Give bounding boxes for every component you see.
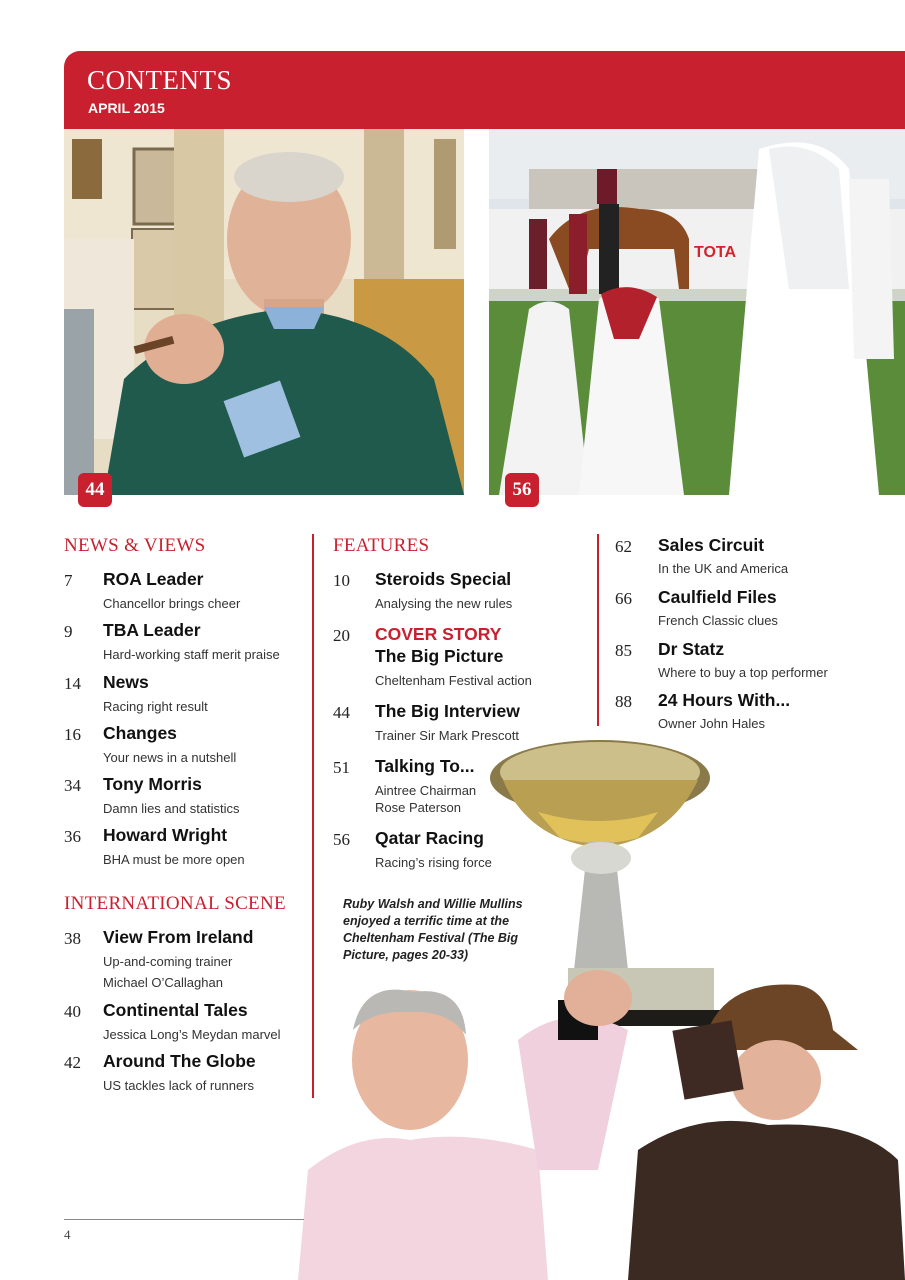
footer-rule	[64, 1219, 304, 1220]
photo-interview	[64, 129, 464, 495]
toc-title: Steroids Special	[375, 569, 512, 589]
svg-text:TOTA: TOTA	[694, 244, 737, 261]
toc-title: Talking To...	[375, 756, 475, 776]
page-badge-44: 44	[78, 473, 112, 507]
toc-desc: In the UK and America	[658, 561, 789, 576]
toc-page: 14	[64, 674, 81, 693]
toc-page: 36	[64, 827, 81, 846]
photo-caption: Ruby Walsh and Willie Mullins enjoyed a terrific time at the Cheltenham Festival (The Big Picture, pages 20-33)	[343, 897, 523, 962]
toc-desc: Analysing the new rules	[375, 596, 513, 611]
page-badge-56: 56	[505, 473, 539, 507]
toc-title: Tony Morris	[103, 774, 202, 794]
toc-desc: US tackles lack of runners	[103, 1078, 255, 1093]
toc-page: 62	[615, 537, 632, 556]
toc-desc: Your news in a nutshell	[103, 750, 237, 765]
contents-header	[64, 51, 905, 129]
toc-title: Sales Circuit	[658, 535, 765, 555]
toc-page: 66	[615, 589, 632, 608]
toc-title: The Big Picture	[375, 646, 504, 666]
toc-page: 85	[615, 641, 632, 660]
toc-page: 56	[333, 830, 350, 849]
toc-page: 9	[64, 622, 73, 641]
toc-desc: Owner John Hales	[658, 716, 765, 731]
toc-desc: Racing right result	[103, 699, 208, 714]
toc-page: 10	[333, 571, 350, 590]
column-divider	[597, 534, 599, 726]
toc-page: 7	[64, 571, 73, 590]
page-number: 4	[64, 1227, 71, 1242]
toc-page: 16	[64, 725, 81, 744]
toc-desc: Cheltenham Festival action	[375, 673, 532, 688]
toc-desc: Trainer Sir Mark Prescott	[375, 728, 519, 743]
toc-page: 34	[64, 776, 81, 795]
toc-page: 51	[333, 758, 350, 777]
toc-desc: Michael O’Callaghan	[103, 975, 223, 990]
toc-desc: Chancellor brings cheer	[103, 596, 241, 611]
toc-title: Caulfield Files	[658, 587, 777, 607]
photo-qatar-racing	[489, 129, 905, 495]
toc-desc: Aintree Chairman	[375, 783, 477, 798]
toc-page: 42	[64, 1053, 81, 1072]
toc-desc: Where to buy a top performer	[658, 665, 828, 680]
toc-title: TBA Leader	[103, 620, 201, 640]
toc-title: Changes	[103, 723, 177, 743]
toc-page: 44	[333, 703, 350, 722]
toc-desc: BHA must be more open	[103, 852, 245, 867]
page-title: CONTENTS	[87, 65, 232, 95]
toc-desc: Damn lies and statistics	[103, 801, 240, 816]
toc-page: 20	[333, 626, 350, 645]
toc-desc: Jessica Long’s Meydan marvel	[103, 1027, 281, 1042]
toc-title: View From Ireland	[103, 927, 254, 947]
issue-date: APRIL 2015	[88, 100, 165, 116]
toc-title: Qatar Racing	[375, 828, 484, 848]
toc-page: 40	[64, 1002, 81, 1021]
toc-page: 38	[64, 929, 81, 948]
toc-title: Dr Statz	[658, 639, 725, 659]
section-news-views: NEWS & VIEWS	[64, 535, 206, 556]
toc-desc: Hard-working staff merit praise	[103, 647, 280, 662]
toc-desc: Rose Paterson	[375, 800, 461, 815]
toc-desc: Up-and-coming trainer	[103, 954, 233, 969]
section-features: FEATURES	[333, 535, 430, 556]
section-international-scene: INTERNATIONAL SCENE	[64, 893, 286, 914]
toc-desc: French Classic clues	[658, 613, 778, 628]
toc-title: Continental Tales	[103, 1000, 248, 1020]
cover-story-kicker: COVER STORY	[375, 624, 502, 644]
toc-page: 88	[615, 692, 632, 711]
toc-title: Around The Globe	[103, 1051, 256, 1071]
toc-desc: Racing’s rising force	[375, 855, 492, 870]
toc-title: Howard Wright	[103, 825, 228, 845]
toc-title: ROA Leader	[103, 569, 204, 589]
toc-title: The Big Interview	[375, 701, 520, 721]
toc-title: 24 Hours With...	[658, 690, 791, 710]
toc-title: News	[103, 672, 149, 692]
